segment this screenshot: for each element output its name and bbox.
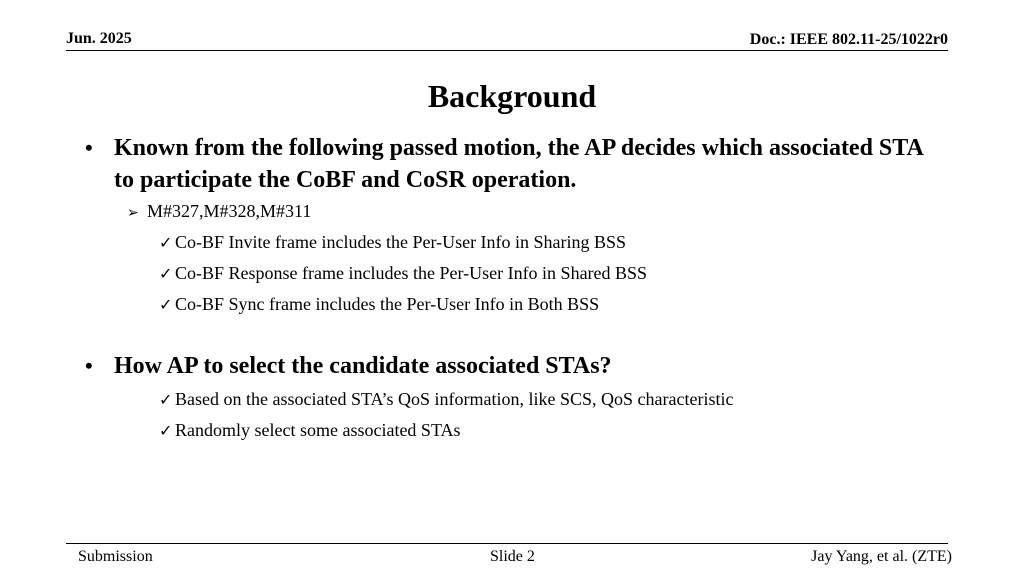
footer-submission: Submission [78,548,153,565]
bullet-dot: • [85,135,93,160]
sub-bullet-motions [127,199,311,226]
header-doc-number: Doc.: IEEE 802.11-25/1022r0 [749,31,948,48]
check-item-text: Based on the associated STA’s QoS information, like SCS, QoS characteristic [175,389,734,409]
header-divider [66,50,948,51]
checkmark-icon: ✓ [159,266,173,283]
bullet-dot: • [85,353,93,378]
check-item [159,387,733,413]
check-item-text: Co-BF Invite frame includes the Per-User Info in Sharing BSS [175,232,627,252]
check-item [159,230,626,256]
checkmark-icon: ✓ [159,423,173,440]
checkmark-icon: ✓ [159,392,173,409]
slide-title: Background [427,78,597,114]
check-item-text: Co-BF Sync frame includes the Per-User Info in Both BSS [175,294,600,314]
arrow-bullet-icon: ➢ [127,206,139,221]
sub-bullet-text: M#327,M#328,M#311 [147,201,312,221]
footer-author: Jay Yang, et al. (ZTE) [811,548,952,565]
checkmark-icon: ✓ [159,297,173,314]
check-item [159,261,647,287]
footer-divider [66,543,948,544]
check-item-text: Co-BF Response frame includes the Per-User Info in Shared BSS [175,263,648,283]
checkmark-icon: ✓ [159,235,173,252]
bullet-2-text: How AP to select the candidate associated STAs? [114,353,612,379]
check-item [159,418,461,444]
header-date: Jun. 2025 [66,30,132,47]
bullet-1-text: Known from the following passed motion, the AP decides which associated STA to participate the CoBF and CoSR operation. [114,135,923,193]
check-item-text: Randomly select some associated STAs [175,420,461,440]
check-item [159,292,599,318]
footer-slide-number: Slide 2 [490,548,535,565]
